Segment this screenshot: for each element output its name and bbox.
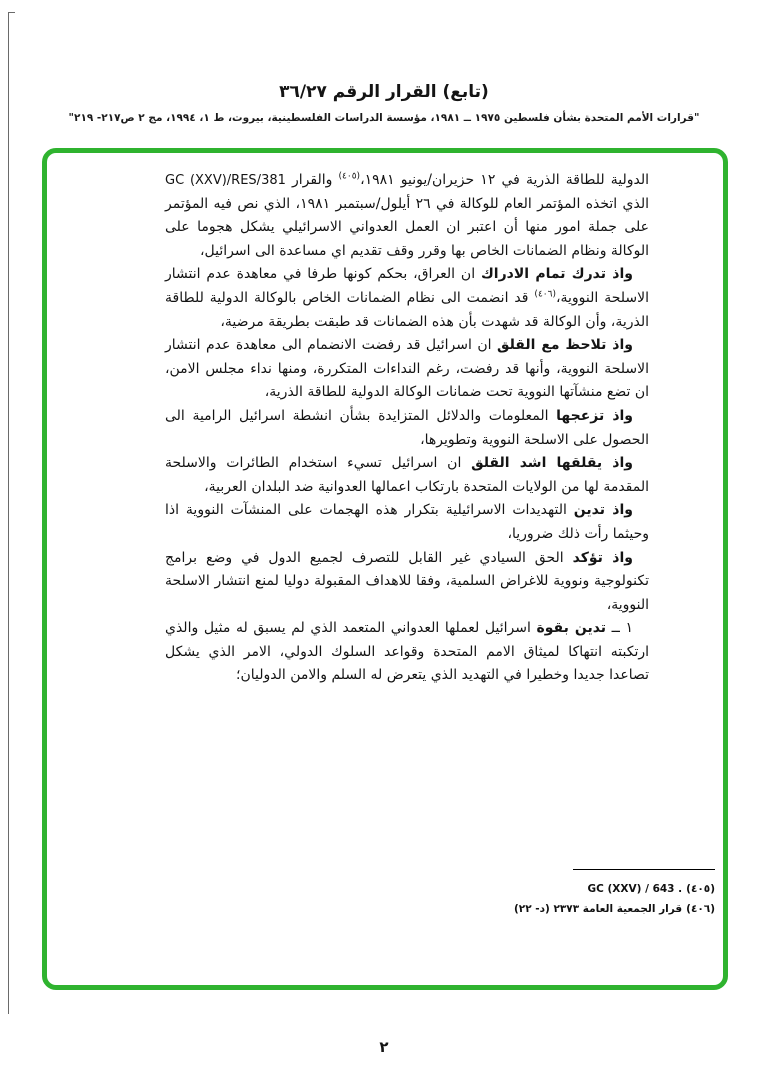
resolution-paragraph-3 — [165, 334, 649, 405]
source-citation: "قرارات الأمم المتحدة بشأن فلسطين ١٩٧٥ ــ ١٩٨١، مؤسسة الدراسات الفلسطينية، بيروت، ط ١، ١٩٩٤، مج ٢ ص٢١٧- ٢١٩" — [68, 112, 700, 124]
resolution-paragraph-6 — [165, 499, 649, 546]
page-title: (تابع) القرار الرقم ٣٦/٢٧ — [279, 82, 489, 102]
paragraph-lead: واذ تلاحظ مع القلق — [496, 337, 633, 354]
paragraph-text: اسرائيل لعملها العدواني المتعمد الذي لم يسبق له مثيل والذي ارتكبته انتهاكا لميثاق الامم المتحدة وقواعد السلوك الدولي، الامر الذي يشكل تصاعدا جديدا وخطيرا في التهديد الذي يتعرض له السلم والامن الدوليان؛ — [165, 620, 649, 684]
paragraph-text: التهديدات الاسرائيلية بتكرار هذه الهجمات على المنشآت النووية اذا وحيثما رأت ذلك ضروريا، — [165, 502, 649, 542]
resolution-paragraph-7 — [165, 547, 649, 618]
footnote-separator — [573, 869, 715, 870]
footnote-marker: (٤٠٥) — [686, 883, 715, 895]
paragraph-text: الحق السيادي غير القابل للتصرف لجميع الدول في وضع برامج تكنولوجية ونووية للاغراض السلمية، وفقا للاهداف المقبولة دوليا لمنع انتشار الاسلحة النووية، — [165, 549, 649, 613]
paragraph-lead: واذ تدين — [573, 502, 633, 519]
paragraph-text: ان اسرائيل تسيء استخدام الطائرات والاسلحة المقدمة لها من الولايات المتحدة بارتكاب اعمالها العدوانية ضد البلدان العربية، — [165, 455, 649, 495]
footnote-text: قرار الجمعية العامة ٢٣٧٣ (د- ٢٢) — [513, 903, 683, 915]
paragraph-text: الدولية للطاقة الذرية في ١٢ حزيران/يونيو ١٩٨١، — [360, 172, 649, 188]
paragraph-lead: تدين بقوة — [536, 620, 607, 637]
resolution-paragraph-4 — [165, 405, 649, 452]
paragraph-text: قد انضمت الى نظام الضمانات الخاص بالوكالة الدولية للطاقة الذرية، وأن الوكالة قد شهدت بأن هذه الضمانات قد طبقت بطريقة مرضية، — [165, 289, 649, 330]
footnote-405 — [415, 879, 715, 899]
paragraph-lead: واذ تزعجها — [556, 407, 634, 424]
footnote-ref-406: (٤٠٦) — [534, 289, 556, 300]
page-number: ٢ — [379, 1038, 389, 1056]
content-frame — [42, 148, 728, 990]
resolution-paragraph-8 — [165, 617, 649, 688]
scan-artifact-line — [8, 12, 9, 1014]
footnote-text: GC (XXV) / 643 . — [587, 883, 683, 895]
resolution-text — [165, 169, 649, 688]
paragraph-lead: واذ تؤكد — [572, 549, 633, 566]
footnote-ref-405: (٤٠٥) — [338, 171, 361, 182]
paragraph-text: ان العراق، بحكم كونها طرفا في معاهدة عدم انتشار الاسلحة النووية، — [165, 266, 650, 306]
page-header — [0, 82, 768, 124]
resolution-paragraph-2 — [165, 263, 649, 334]
scan-artifact-tick — [8, 12, 15, 13]
paragraph-text: والقرار — [285, 172, 339, 188]
paragraph-lead: واذ تدرك تمام الادراك — [480, 266, 633, 283]
paragraph-text: الذي اتخذه المؤتمر العام للوكالة في ٢٦ أيلول/سبتمبر ١٩٨١، الذي نص فيه المؤتمر على جملة امور منها أن اعتبر ان العمل العدواني الاسرائيلي يشكل هجوما على الوكالة ونظام الضمانات الخاص بها وقرر وقف تقديم اي مساعدة الى اسرائيل، — [165, 195, 650, 259]
paragraph-text: المعلومات والدلائل المتزايدة بشأن انشطة اسرائيل الرامية الى الحصول على الاسلحة النووية وتطويرها، — [165, 407, 649, 448]
footnote-406 — [415, 899, 715, 919]
clause-number: ١ ــ — [606, 620, 633, 637]
resolution-code: GC (XXV)/RES/381 — [165, 173, 286, 188]
resolution-paragraph-1 — [165, 169, 649, 263]
resolution-paragraph-5 — [165, 452, 649, 499]
footnotes-block — [415, 869, 715, 919]
footnote-marker: (٤٠٦) — [686, 903, 715, 915]
paragraph-lead: واذ يقلقها اشد القلق — [471, 455, 633, 472]
paragraph-text: ان اسرائيل قد رفضت الانضمام الى معاهدة عدم انتشار الاسلحة النووية، وأنها قد رفضت، رغم النداءات المتكررة، ومنها نداء مجلس الامن، ان تضع منشآتها النووية تحت ضمانات الوكالة الدولية للطاقة الذرية، — [165, 337, 649, 401]
